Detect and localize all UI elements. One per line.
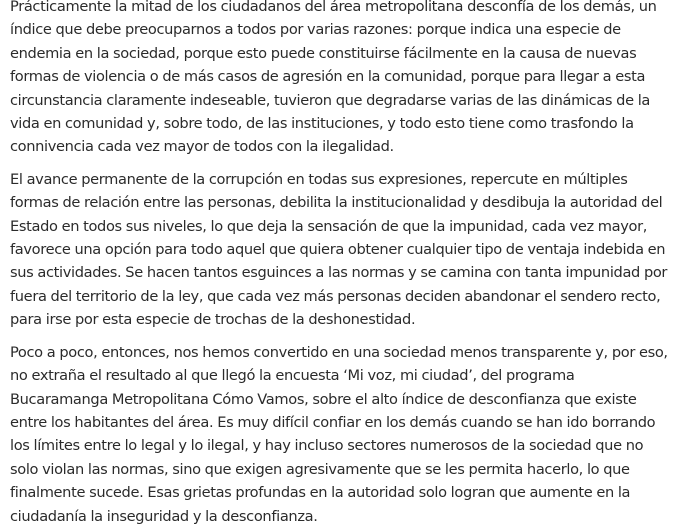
paragraph-2: El avance permanente de la corrupción en todas sus expresiones, repercute en múltiples formas de relación entre las personas, debilita la institucionalidad y desdibuja la autoridad del Estado en todos sus niveles, lo que deja la sensación de que la impunidad, cada vez mayor, favorece una opción para todo aquel que quiera obtener cualquier tipo de ventaja indebida en sus actividades. Se hacen tantos esguinces a las normas y se camina con tanta impunidad por fuera del territorio de la ley, que cada vez más personas deciden abandonar el sendero recto, para irse por esta especie de trochas de la deshonestidad. xyxy=(10,170,668,329)
paragraph-1: Prácticamente la mitad de los ciudadanos del área metropolitana desconfía de los demás, un índice que debe preocuparnos a todos por varias razones: porque indica una especie de endemia en la sociedad, porque esto puede constituirse fácilmente en la causa de nuevas formas de violencia o de más casos de agresión en la comunidad, porque para llegar a esta circunstancia claramente indeseable, tuvieron que degradarse varias de las dinámicas de la vida en comunidad y, sobre todo, de las instituciones, y todo esto tiene como trasfondo la connivencia cada vez mayor de todos con la ilegalidad. xyxy=(10,0,657,156)
paragraph-3: Poco a poco, entonces, nos hemos convertido en una sociedad menos transparente y, por eso, no extraña el resultado al que llegó la encuesta ‘Mi voz, mi ciudad’, del programa Bucaramanga Metropolitana Cómo Vamos, sobre el alto índice de desconfianza que existe entre los habitantes del área. Es muy difícil confiar en los demás cuando se han ido borrando los límites entre lo legal y lo ilegal, y hay incluso sectores numerosos de la sociedad que no solo violan las normas, sino que exigen agresivamente que se les permita hacerlo, lo que finalmente sucede. Esas grietas profundas en la autoridad solo logran que aumente en la ciudadanía la inseguridad y la desconfianza. xyxy=(10,343,668,525)
